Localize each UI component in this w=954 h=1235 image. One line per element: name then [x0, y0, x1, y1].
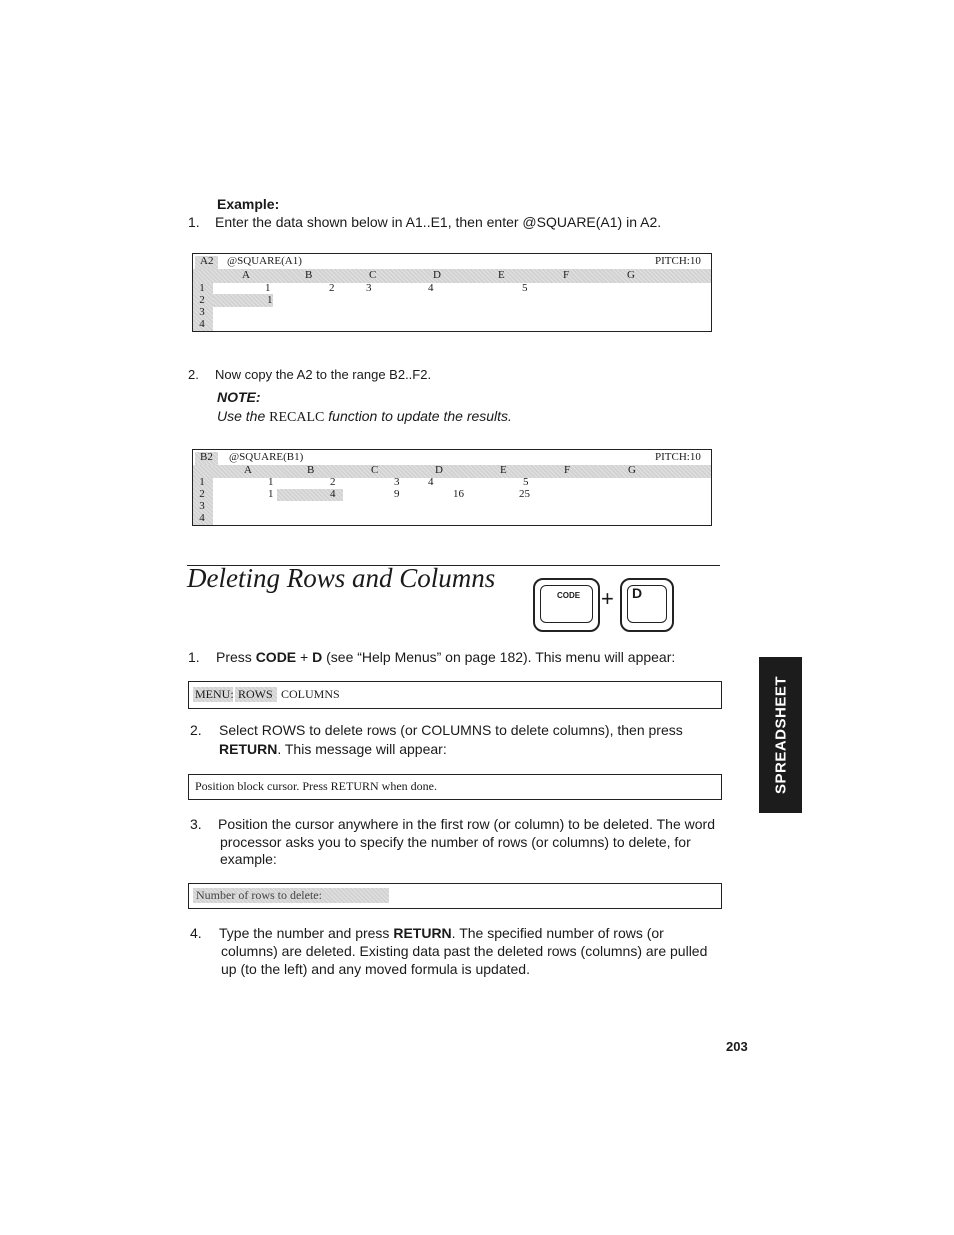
message-box [188, 774, 722, 800]
message-text: Position block cursor. Press RETURN when done. [195, 779, 437, 793]
spreadsheet-screen-1 [192, 253, 712, 332]
menu-box [188, 681, 722, 709]
step-text [219, 741, 447, 757]
row-header: 4 [199, 318, 205, 330]
column-header: G [628, 464, 636, 476]
row-header: 2 [199, 488, 205, 500]
column-header: G [627, 269, 635, 281]
formula-text: @SQUARE(A1) [227, 255, 302, 267]
column-header: F [563, 269, 570, 281]
text-run: (see “Help Menus” on page 182). This menu will appear: [322, 649, 676, 665]
step-text [216, 649, 675, 665]
row-header: 4 [199, 512, 205, 524]
example-heading: Example: [217, 196, 280, 212]
menu-label: MENU: [195, 687, 234, 701]
step-text: Select ROWS to delete rows (or COLUMNS to delete columns), then press [219, 722, 683, 738]
text-run: Press [216, 649, 256, 665]
cell-value: 25 [519, 488, 530, 500]
step-number: 2. [188, 367, 199, 382]
column-header: D [433, 269, 441, 281]
column-header: B [307, 464, 315, 476]
column-header: A [242, 269, 250, 281]
step-text: example: [220, 851, 277, 867]
column-header: B [305, 269, 313, 281]
prompt-box [188, 883, 722, 909]
text-bold: D [312, 649, 323, 665]
cell-value: 3 [366, 282, 372, 294]
cell-value: 4 [330, 488, 336, 500]
text-run: . The specified number of rows (or [451, 925, 664, 941]
note-text-post: function to update the results. [324, 408, 512, 424]
step-number: 1. [188, 649, 200, 665]
cell-value: 2 [330, 476, 336, 488]
cell-value: 4 [428, 282, 434, 294]
row-header: 1 [199, 476, 205, 488]
pitch-text: PITCH:10 [655, 451, 701, 463]
text-bold: CODE [255, 649, 297, 665]
text-bold: RETURN [219, 741, 278, 757]
cell-value: 1 [268, 476, 274, 488]
pitch-text: PITCH:10 [655, 255, 701, 267]
column-header: F [564, 464, 571, 476]
column-header: C [371, 464, 379, 476]
column-header: A [244, 464, 252, 476]
step-text: Now copy the A2 to the range B2..F2. [215, 367, 432, 382]
step-text: Enter the data shown below in A1..E1, then enter @SQUARE(A1) in A2. [215, 214, 662, 230]
text-bold: RETURN [393, 925, 452, 941]
cell-value: 5 [523, 476, 529, 488]
d-key-label: D [632, 585, 643, 601]
step-text: Position the cursor anywhere in the first row (or column) to be deleted. The word [218, 816, 715, 832]
cell-ref: A2 [200, 255, 214, 267]
cell-value: 2 [329, 282, 335, 294]
column-header: C [369, 269, 377, 281]
code-key-icon [533, 578, 600, 632]
step-number: 3. [190, 816, 202, 832]
step-number: 2. [190, 722, 202, 738]
columns-option[interactable]: COLUMNS [281, 687, 340, 701]
row-header: 3 [199, 500, 205, 512]
text-run: + [296, 649, 313, 665]
note-keyword: RECALC [269, 410, 325, 425]
step-text: processor asks you to specify the number of rows (or columns) to delete, for [220, 834, 691, 850]
row-header: 1 [199, 282, 205, 294]
cell-value: 1 [265, 282, 271, 294]
step-number: 4. [190, 925, 202, 941]
column-header: E [498, 269, 505, 281]
cell-ref: B2 [200, 451, 213, 463]
row-header: 2 [199, 294, 205, 306]
text-run: . This message will appear: [277, 741, 447, 757]
column-header: D [435, 464, 443, 476]
prompt-text: Number of rows to delete: [196, 888, 322, 902]
formula-text: @SQUARE(B1) [229, 451, 304, 463]
code-key-label: CODE [557, 591, 581, 600]
spreadsheet-screen-2 [192, 449, 712, 526]
page-number: 203 [726, 1039, 748, 1054]
step-text: up (to the left) and any moved formula is updated. [221, 961, 530, 977]
section-title: Deleting Rows and Columns [187, 563, 496, 593]
plus-icon: + [601, 586, 614, 611]
rows-option[interactable]: ROWS [238, 687, 273, 701]
d-key-icon [620, 578, 674, 632]
side-tab-label: SPREADSHEET [772, 675, 789, 795]
row-header: 3 [199, 306, 205, 318]
column-header: E [500, 464, 507, 476]
cell-value: 5 [522, 282, 528, 294]
cell-value: 4 [428, 476, 434, 488]
section-side-tab [759, 657, 802, 813]
note-text [217, 408, 512, 426]
step-text: columns) are deleted. Existing data past the deleted rows (columns) are pulled [221, 943, 708, 959]
step-number: 1. [188, 214, 200, 230]
cell-value: 1 [267, 294, 273, 306]
note-text-pre: Use the [217, 408, 270, 424]
cell-cursor [213, 294, 273, 307]
step-text [219, 925, 664, 941]
text-run: Type the number and press [219, 925, 394, 941]
note-label: NOTE: [217, 389, 261, 405]
cell-value: 3 [394, 476, 400, 488]
cell-value: 9 [394, 488, 400, 500]
cell-value: 1 [268, 488, 274, 500]
cell-value: 16 [453, 488, 464, 500]
